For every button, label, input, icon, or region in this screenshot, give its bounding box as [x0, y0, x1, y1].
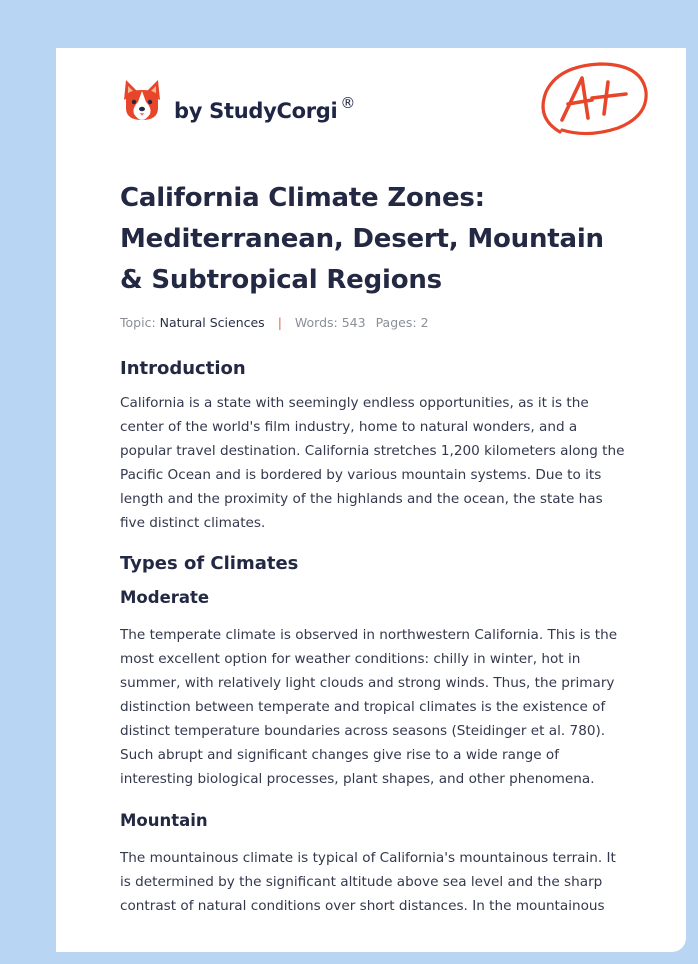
mountain-heading: Mountain [120, 811, 208, 830]
meta-separator: | [277, 315, 282, 330]
introduction-heading: Introduction [120, 358, 246, 379]
header [56, 48, 686, 188]
document-page [56, 48, 686, 952]
studycorgi-logo[interactable] [122, 76, 355, 123]
corgi-logo-icon [122, 78, 162, 122]
words-value: 543 [341, 315, 366, 330]
mountain-text: The mountainous climate is typical of California's mountainous terrain. It is determined by the significant altitude above sea level and the sharp contrast of natural conditions over short distances. In the mountainous [120, 850, 616, 914]
a-plus-grade-icon [538, 58, 650, 142]
article-title: California Climate Zones: Mediterranean, Desert, Mountain & Subtropical Regions [120, 183, 604, 295]
pages-label: Pages: [375, 315, 417, 330]
words-label: Words: [294, 315, 338, 330]
topic-label: Topic: [120, 315, 156, 330]
moderate-text: The temperate climate is observed in northwestern California. This is the most excellent option for weather conditions: chilly in winter, hot in summer, with relatively light clouds and strong winds. Thus, the primary distinction between temperate and tropical climates is the existence of distinct temperature boundaries across seasons (Steidinger et al. 780). Such abrupt and significant changes give rise to a wide range of interesting biological processes, plant shapes, and other phenomena. [120, 627, 618, 787]
article-meta [120, 315, 626, 330]
pages-value: 2 [420, 315, 429, 330]
article [120, 178, 626, 918]
types-heading: Types of Climates [120, 553, 299, 574]
brand-name [174, 94, 355, 123]
brand-text: by StudyCorgi [174, 99, 338, 123]
introduction-text: California is a state with seemingly endless opportunities, as it is the center of the world's film industry, home to natural wonders, and a popular travel destination. California stretches 1,200 kilometers along the Pacific Ocean and is bordered by various mountain systems. Due to its length and the proximity of the highlands and the ocean, the state has five distinct climates. [120, 395, 625, 531]
topic-value[interactable]: Natural Sciences [159, 315, 265, 330]
registered-mark: ® [340, 94, 356, 112]
moderate-heading: Moderate [120, 588, 210, 607]
